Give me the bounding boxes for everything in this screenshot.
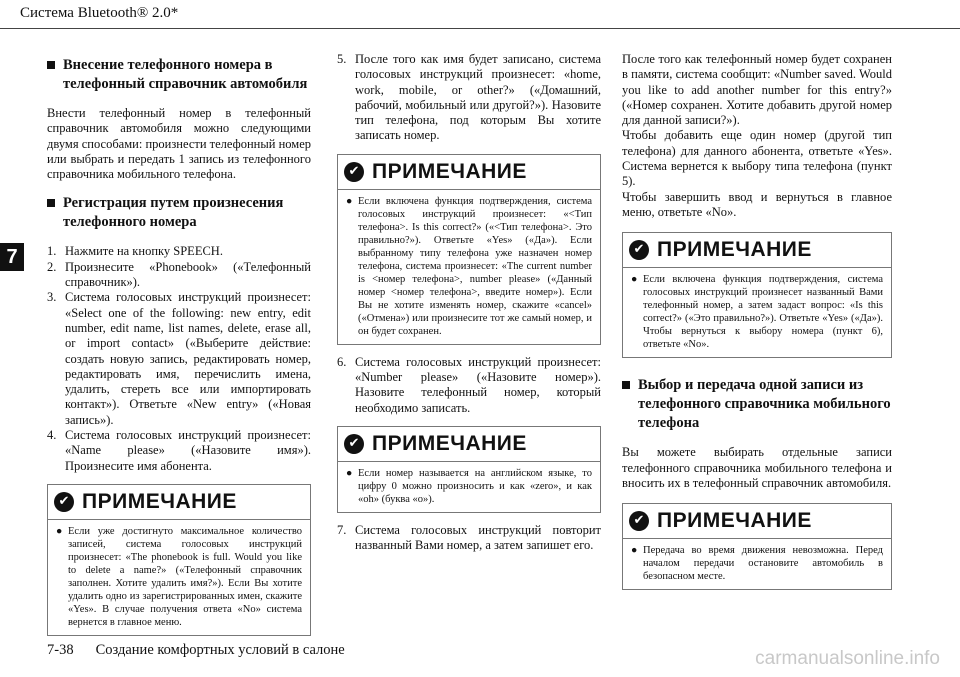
watermark: carmanualsonline.info <box>755 648 940 669</box>
note-body: ● Передача во время движения невозможна. Перед началом передачи остановите автомобиль в безопасном месте. <box>631 545 883 583</box>
column-3 <box>622 52 892 600</box>
note-header: ✔ ПРИМЕЧАНИЕ <box>48 485 310 520</box>
note-box <box>337 426 601 513</box>
square-bullet-icon <box>47 199 55 207</box>
page-number: 7-38 <box>47 642 74 658</box>
column-1 <box>47 56 311 646</box>
section-body: Вы можете выбирать отдельные записи телефонного справочника мобильного телефона и вносить их в телефонный справочник автомобиля. <box>622 445 892 490</box>
note-header: ✔ ПРИМЕЧАНИЕ <box>338 427 600 462</box>
step-item: 5. После того как имя будет записано, система голосовых инструкций произнесет: «home, work, mobile, or other?» («Домашний, рабочий, мобильный или другой?»). Назовите тип телефона, под которым Вы хотите записать номер. <box>337 52 601 143</box>
steps-list <box>337 523 601 554</box>
bullet-icon: ● <box>631 545 638 557</box>
column-2 <box>337 52 601 564</box>
note-box <box>622 232 892 358</box>
section-heading: Регистрация путем произнесения телефонного номера <box>47 194 311 232</box>
step-item: 4. Система голосовых инструкций произнесет: «Name please» («Назовите имя»). Произнесите имя абонента. <box>47 428 311 473</box>
square-bullet-icon <box>47 61 55 69</box>
note-check-icon: ✔ <box>54 492 74 512</box>
paragraph: Чтобы завершить ввод и вернуться в главное меню, ответьте «No». <box>622 189 892 219</box>
note-header: ✔ ПРИМЕЧАНИЕ <box>338 155 600 190</box>
page-footer <box>47 642 367 659</box>
section-heading: Выбор и передача одной записи из телефонного справочника мобильного телефона <box>622 376 892 433</box>
note-header: ✔ ПРИМЕЧАНИЕ <box>623 233 891 268</box>
note-box <box>622 503 892 590</box>
paragraph: После того как телефонный номер будет сохранен в памяти, система сообщит: «Number saved. Would you like to add another number for this entry?» («Номер сохранен. Хотите добавить другой номер для данной записи?»). <box>622 52 892 128</box>
paragraph: Чтобы добавить еще один номер (другой тип телефона) для данного абонента, ответьте «Yes». Система вернется к выбору типа телефона (пункт 5). <box>622 128 892 189</box>
note-header: ✔ ПРИМЕЧАНИЕ <box>623 504 891 539</box>
note-body: ● Если включена функция подтверждения, система голосовых инструкций произнесет названный Вами телефонный номер, а затем задаст вопрос: «Is this correct?» («Это правильно?»). Ответьте «Yes» («Да»). Чтобы вернуться к выбору номера (пункт 6), ответьте «No». <box>631 274 883 351</box>
step-item: 2. Произнесите «Phonebook» («Телефонный справочник»). <box>47 259 311 290</box>
note-check-icon: ✔ <box>629 511 649 531</box>
note-box <box>337 154 601 345</box>
bullet-icon: ● <box>56 525 63 537</box>
chapter-tab: 7 <box>0 243 24 271</box>
section-body: Внести телефонный номер в телефонный справочник автомобиля можно следующими двумя способами: произнести телефонный номер или выбрать и передать 1 запись из телефонного справочника мобильного телефона. <box>47 106 311 182</box>
page-header-title: Система Bluetooth® 2.0* <box>20 5 179 21</box>
note-check-icon: ✔ <box>344 434 364 454</box>
steps-list <box>47 244 311 473</box>
step-item: 3. Система голосовых инструкций произнесет: «Select one of the following: new entry, edit number, edit name, list names, delete, erase all, or import contact» («Выберите действие: создать новую запись, редактировать номер, редактировать имя, перечислить имена, удалить, стереть все или импортировать контакт»). Ответьте «New entry» («Новая запись»). <box>47 290 311 427</box>
note-box <box>47 484 311 636</box>
step-item: 7. Система голосовых инструкций повторит названный Вами номер, а затем запишет его. <box>337 522 601 553</box>
bullet-icon: ● <box>631 274 638 286</box>
square-bullet-icon <box>622 381 630 389</box>
note-body: ● Если номер называется на английском языке, то цифру 0 можно произносить и как «zero», и как «oh» (буква «o»). <box>346 467 592 505</box>
note-body: ● Если включена функция подтверждения, система голосовых инструкций произнесет: «<Тип телефона>. Is this correct?» («<Тип телефона>. Это правильно?»). Ответьте «Yes» («Да»). Если выбранному типу телефона уже назначен номер телефона, система произнесет: «The current number is <номер телефона>, number please» («Данный номер <номер телефона>, введите номер»). Если Вы не хотите изменять номер, скажите «cancel» («Отмена») или произнесите тот же самый номер, и он будет сохранен. <box>346 195 592 337</box>
steps-list <box>337 355 601 416</box>
step-item: 1. Нажмите на кнопку SPEECH. <box>47 244 223 259</box>
step-item: 6. Система голосовых инструкций произнесет: «Number please» («Назовите номер»). Назовите телефонный номер, который необходимо записать. <box>337 354 601 415</box>
bullet-icon: ● <box>346 195 353 207</box>
steps-list <box>337 52 601 144</box>
note-check-icon: ✔ <box>344 162 364 182</box>
section-heading: Внесение телефонного номера в телефонный справочник автомобиля <box>47 56 311 94</box>
note-check-icon: ✔ <box>629 240 649 260</box>
chapter-title: Создание комфортных условий в салоне <box>95 642 345 658</box>
note-body: ● Если уже достигнуто максимальное количество записей, система голосовых инструкций произнесет: «The phonebook is full. Would you like to delete a name?» («Телефонный справочник заполнен. Хотите удалить имя?»). Если Вы хотите удалить одно из зарегистрированных имен, скажите «Yes». В случае получения ответа «No» система вернется в главное меню. <box>56 525 302 628</box>
bullet-icon: ● <box>346 467 353 479</box>
header-divider <box>0 28 960 29</box>
